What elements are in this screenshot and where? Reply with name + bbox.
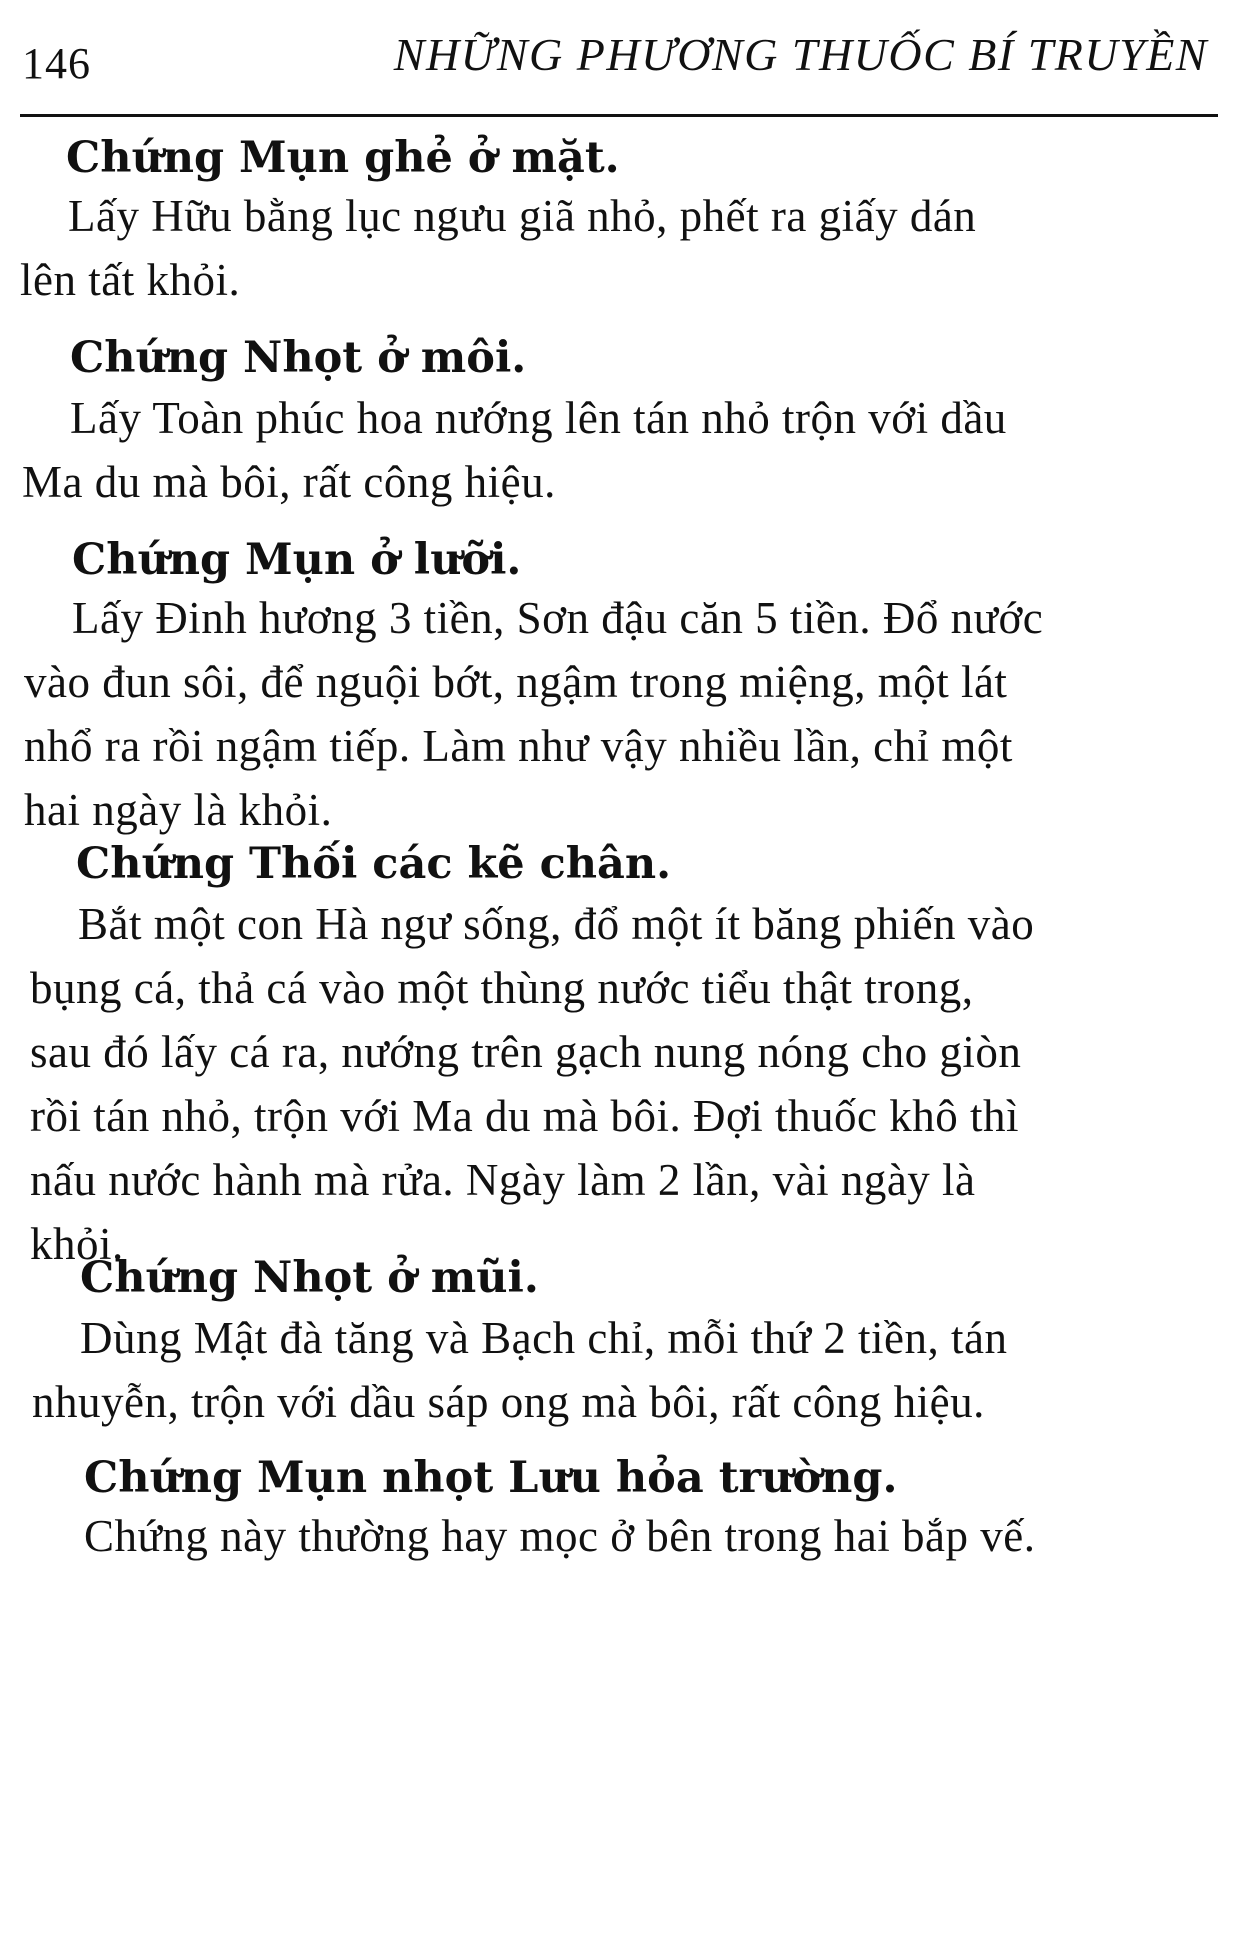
paragraph-line: Lấy Toàn phúc hoa nướng lên tán nhỏ trộn với dầu: [70, 393, 1007, 443]
section-heading: Chứng Thối các kẽ chân.: [76, 839, 672, 889]
paragraph-line: Dùng Mật đà tăng và Bạch chỉ, mỗi thứ 2 tiền, tán: [80, 1313, 1008, 1363]
remedy-section: [84, 1448, 1234, 1568]
paragraph-line: rồi tán nhỏ, trộn với Ma du mà bôi. Đợi thuốc khô thì: [30, 1091, 1019, 1141]
remedy-section: [22, 328, 1220, 514]
remedy-section: [20, 128, 1216, 312]
paragraph-line: lên tất khỏi.: [20, 255, 241, 305]
section-paragraph: [22, 386, 1220, 514]
paragraph-line: Ma du mà bôi, rất công hiệu.: [22, 457, 556, 507]
paragraph-line: nhuyễn, trộn với dầu sáp ong mà bôi, rất công hiệu.: [32, 1377, 985, 1427]
remedy-section: [24, 530, 1222, 842]
paragraph-line: nhổ ra rồi ngậm tiếp. Làm như vậy nhiều lần, chỉ một: [24, 721, 1013, 771]
section-paragraph: [32, 1306, 1230, 1434]
paragraph-line: Bắt một con Hà ngư sống, đổ một ít băng phiến vào: [78, 899, 1035, 949]
section-heading: Chứng Nhọt ở môi.: [70, 333, 527, 383]
header-divider: [20, 114, 1218, 117]
paragraph-line: khỏi.: [30, 1219, 124, 1269]
paragraph-line: bụng cá, thả cá vào một thùng nước tiểu thật trong,: [30, 963, 974, 1013]
remedy-section: [32, 1248, 1230, 1434]
running-title: NHỮNG PHƯƠNG THUỐC BÍ TRUYỀN: [393, 29, 1208, 80]
paragraph-line: nấu nước hành mà rửa. Ngày làm 2 lần, vài ngày là: [30, 1155, 976, 1205]
paragraph-line: vào đun sôi, để nguội bớt, ngậm trong miệng, một lát: [24, 657, 1008, 707]
page-number: 146: [22, 39, 91, 88]
section-heading: Chứng Nhọt ở mũi.: [80, 1253, 539, 1303]
remedy-section: [30, 834, 1226, 1276]
paragraph-line: Lấy Đinh hương 3 tiền, Sơn đậu căn 5 tiền. Đổ nước: [72, 593, 1044, 643]
section-paragraph: [84, 1504, 1234, 1568]
section-heading: Chứng Mụn nhọt Lưu hỏa trường.: [84, 1453, 898, 1503]
section-paragraph: [30, 892, 1226, 1276]
paragraph-line: Lấy Hữu bằng lục ngưu giã nhỏ, phết ra giấy dán: [68, 191, 977, 241]
page-header: [22, 28, 1208, 98]
section-paragraph: [20, 184, 1216, 312]
section-paragraph: [24, 586, 1222, 842]
section-heading: Chứng Mụn ở lưỡi.: [72, 535, 522, 585]
paragraph-line: sau đó lấy cá ra, nướng trên gạch nung nóng cho giòn: [30, 1027, 1022, 1077]
paragraph-line: Chứng này thường hay mọc ở bên trong hai bắp vế.: [84, 1511, 1036, 1561]
paragraph-line: hai ngày là khỏi.: [24, 785, 333, 835]
section-heading: Chứng Mụn ghẻ ở mặt.: [66, 133, 620, 183]
